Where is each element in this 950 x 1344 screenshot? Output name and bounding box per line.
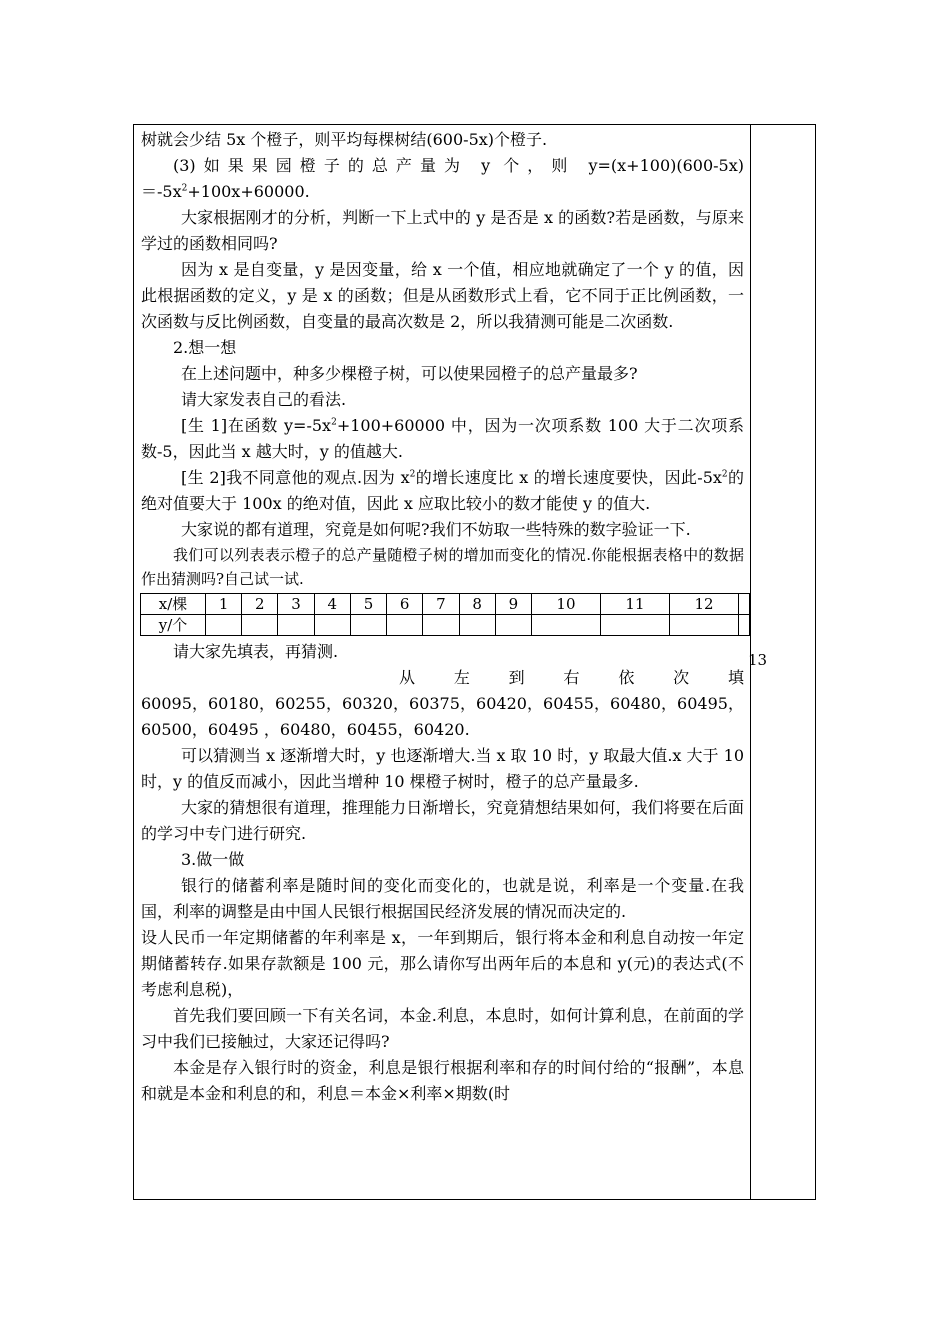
paragraph: 银行的储蓄利率是随时间的变化而变化的，也就是说，利率是一个变量.在我国，利率的调整是由中国人民银行根据国民经济发展的情况而决定的. <box>141 876 744 921</box>
table-cell-empty[interactable] <box>206 615 242 636</box>
answer-values: 60095，60180，60255，60320，60375，60420，60455，60480，60495，60500，60495 ，60480，60455，60420. <box>141 694 744 739</box>
table-overflow-label: 13 <box>748 651 768 669</box>
text-run: [生 1]在函数 y=-5x <box>181 416 332 435</box>
table-cell: 1 <box>206 594 242 615</box>
paragraph: 本金是存入银行时的资金，利息是银行根据利率和存的时间付给的“报酬”，本息和就是本金和利息的和，利息＝本金×利率×期数(时 <box>141 1058 744 1103</box>
table-cell: 11 <box>600 594 669 615</box>
spread-word: 右 <box>563 668 580 687</box>
table-header-x: x/棵 <box>141 594 206 615</box>
spread-line <box>399 665 744 691</box>
spread-word: 到 <box>508 668 525 687</box>
table-cell: 10 <box>531 594 600 615</box>
table-cell: 8 <box>459 594 495 615</box>
paragraph: 大家的猜想很有道理，推理能力日渐增长，究竟猜想结果如何，我们将要在后面的学习中专门进行研究. <box>141 798 744 843</box>
table-cell: 4 <box>314 594 350 615</box>
table-cell-empty[interactable] <box>600 615 669 636</box>
paragraph: 大家说的都有道理，究竟是如何呢?我们不妨取一些特殊的数字验证一下. <box>181 520 691 539</box>
table-cell: 2 <box>242 594 278 615</box>
table-cell-empty[interactable] <box>459 615 495 636</box>
superscript: 2 <box>409 469 416 480</box>
paragraph: 可以猜测当 x 逐渐增大时，y 也逐渐增大.当 x 取 10 时，y 取最大值.x 大于 10 时，y 的值反而减小，因此当增种 10 棵橙子树时，橙子的总产量最多. <box>141 746 744 791</box>
table-cell: 6 <box>387 594 423 615</box>
table-cell-empty[interactable] <box>423 615 459 636</box>
table-cell-empty[interactable] <box>242 615 278 636</box>
text-run: (3)如果果园橙子的总产量为 y 个，则 y=(x+100)(600-5x)＝-5x <box>141 156 744 201</box>
table-cell-empty[interactable] <box>387 615 423 636</box>
text-run: [生 2]我不同意他的观点.因为 x <box>181 468 410 487</box>
paragraph: 树就会少结 5x 个橙子，则平均每棵树结(600-5x)个橙子. <box>141 130 548 149</box>
spread-word: 依 <box>618 668 635 687</box>
table-cell-empty[interactable] <box>739 615 750 636</box>
table-cell-empty[interactable] <box>278 615 314 636</box>
text-run: 的增长速度比 x 的增长速度要快，因此-5x <box>415 468 722 487</box>
paragraph: 请大家发表自己的看法. <box>181 390 347 409</box>
table-header-y: y/个 <box>141 615 206 636</box>
paragraph: 大家根据刚才的分析，判断一下上式中的 y 是否是 x 的函数?若是函数，与原来学过的函数相同吗? <box>141 208 744 253</box>
text-run: +100+60000 中，因为一次项系数 100 大于二次项系数-5，因此当 x 越大时，y 的值越大. <box>141 416 744 461</box>
table-cell-empty[interactable] <box>314 615 350 636</box>
text-run: +100x+60000. <box>187 182 310 201</box>
paragraph: 我们可以列表表示橙子的总产量随橙子树的增加而变化的情况.你能根据表格中的数据作出猜测吗?自己试一试. <box>141 546 744 588</box>
table-cell-empty[interactable] <box>495 615 531 636</box>
paragraph: 因为 x 是自变量，y 是因变量，给 x 一个值，相应地就确定了一个 y 的值，因此根据函数的定义，y 是 x 的函数；但是从函数形式上看，它不同于正比例函数，一次函数与反比例函数，自变量的最高次数是 2，所以我猜测可能是二次函数. <box>141 260 744 331</box>
spread-word: 左 <box>453 668 470 687</box>
table-cell-empty[interactable] <box>669 615 738 636</box>
table-cell <box>739 594 750 615</box>
table-cell: 7 <box>423 594 459 615</box>
spread-word: 填 <box>727 668 744 687</box>
paragraph: 首先我们要回顾一下有关名词，本金.利息，本息时，如何计算利息，在前面的学习中我们已接触过，大家还记得吗? <box>141 1006 744 1051</box>
lesson-content <box>141 127 744 1107</box>
spread-word: 次 <box>673 668 690 687</box>
superscript: 2 <box>181 183 188 194</box>
text-run: 的绝对值要大于 100x 的绝对值，因此 x 应取比较小的数才能使 y 的值大. <box>141 468 744 513</box>
paragraph-student-1 <box>141 413 744 465</box>
paragraph-output-formula <box>141 153 744 205</box>
table-cell-empty[interactable] <box>531 615 600 636</box>
paragraph: 在上述问题中，种多少棵橙子树，可以使果园橙子的总产量最多? <box>181 364 638 383</box>
fill-in-table <box>140 593 750 636</box>
table-cell: 3 <box>278 594 314 615</box>
superscript: 2 <box>721 469 728 480</box>
spread-word: 从 <box>399 668 416 687</box>
table-cell: 9 <box>495 594 531 615</box>
table-row <box>141 615 750 636</box>
section-heading-do: 3.做一做 <box>181 850 245 869</box>
table-cell-empty[interactable] <box>350 615 386 636</box>
section-heading-think: 2.想一想 <box>173 338 237 357</box>
table-row <box>141 594 750 615</box>
paragraph: 设人民币一年定期储蓄的年利率是 x，一年到期后，银行将本金和利息自动按一年定期储蓄转存.如果存款额是 100 元，那么请你写出两年后的本息和 y(元)的表达式(不考虑利息税)， <box>141 928 744 999</box>
paragraph-student-2 <box>141 465 744 517</box>
table-cell: 12 <box>669 594 738 615</box>
superscript: 2 <box>331 417 337 428</box>
paragraph: 请大家先填表，再猜测. <box>173 642 339 661</box>
table-cell: 5 <box>350 594 386 615</box>
